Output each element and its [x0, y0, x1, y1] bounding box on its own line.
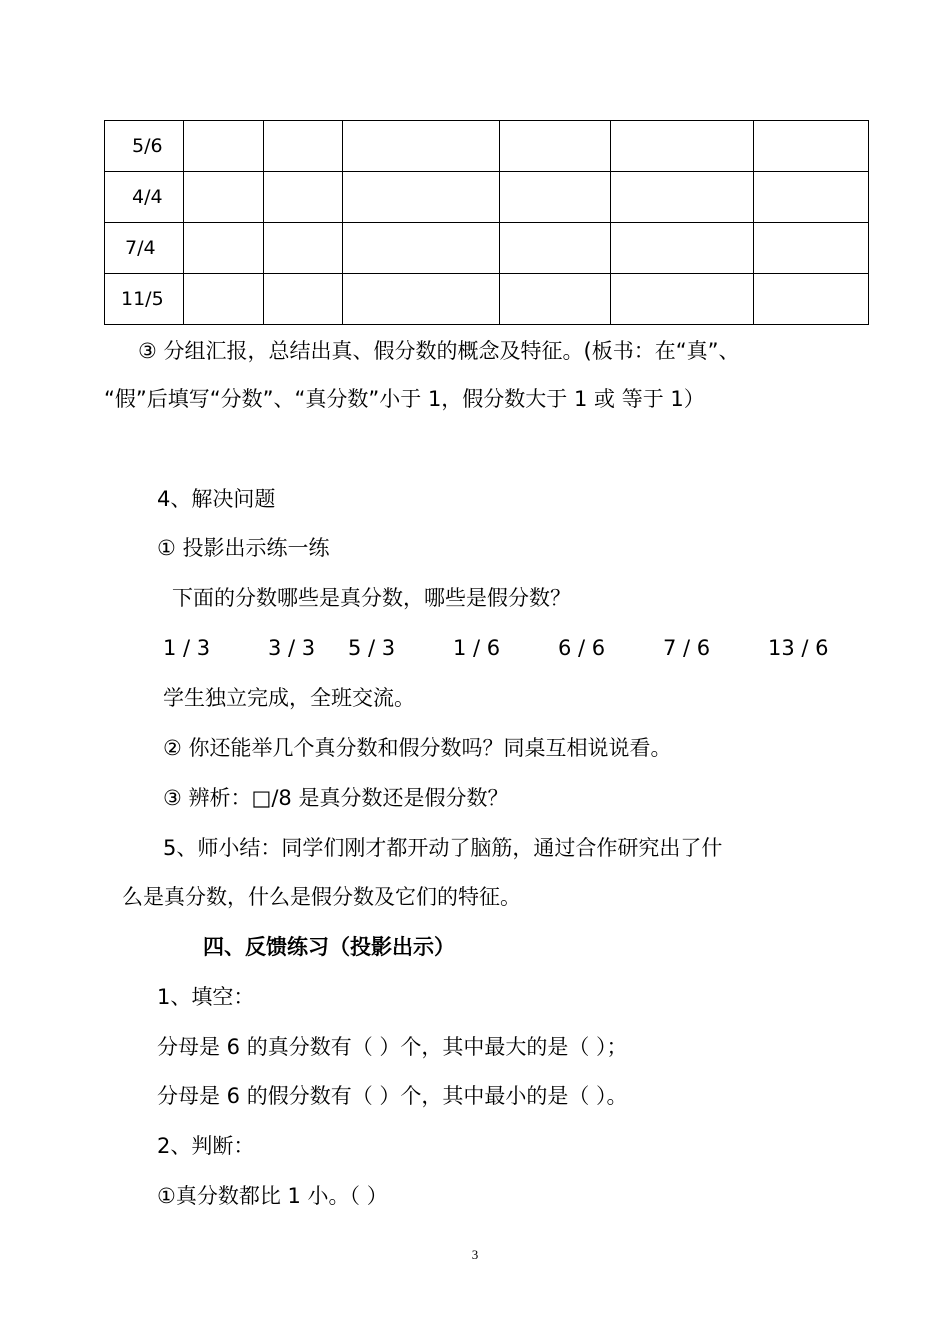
section-5-line2: 么是真分数，什么是假分数及它们的特征。 — [122, 885, 521, 909]
section-5-line1: 5、师小结：同学们刚才都开动了脑筋，通过合作研究出了什 — [163, 836, 723, 860]
fraction-item: 13 / 6 — [768, 636, 829, 660]
page-number: 3 — [471, 1247, 479, 1262]
question-2-title: 2、判断： — [157, 1134, 255, 1158]
table-cell — [754, 172, 869, 223]
table-cell — [500, 223, 611, 274]
table-cell — [611, 172, 754, 223]
question-2-a: ①真分数都比 1 小。（ ） — [157, 1184, 388, 1208]
fraction-table — [104, 120, 869, 325]
table-cell — [342, 172, 499, 223]
row-label: 5/6 — [105, 121, 184, 172]
fraction-item: 7 / 6 — [663, 636, 711, 660]
table-row — [105, 172, 869, 223]
section-4-item-1: ① 投影出示练一练 — [157, 536, 330, 560]
fraction-list — [0, 634, 950, 662]
table-cell — [611, 121, 754, 172]
question-1-title: 1、填空： — [157, 985, 255, 1009]
table-cell — [611, 274, 754, 325]
section-heading-4: 四、反馈练习（投影出示） — [203, 935, 455, 959]
table-row — [105, 223, 869, 274]
table-row — [105, 274, 869, 325]
row-label: 7/4 — [105, 223, 184, 274]
table-cell — [263, 223, 342, 274]
fraction-item: 5 / 3 — [348, 636, 396, 660]
table-cell — [263, 121, 342, 172]
section-4-item-2: ② 你还能举几个真分数和假分数吗？同桌互相说说看。 — [163, 736, 672, 760]
table-cell — [754, 274, 869, 325]
table-cell — [500, 172, 611, 223]
paragraph-summary-line1: ③ 分组汇报，总结出真、假分数的概念及特征。(板书：在“真”、 — [138, 339, 740, 363]
table-cell — [184, 274, 263, 325]
table-cell — [342, 121, 499, 172]
fraction-item: 1 / 3 — [163, 636, 211, 660]
fraction-item: 6 / 6 — [558, 636, 606, 660]
table-cell — [263, 172, 342, 223]
table-cell — [184, 172, 263, 223]
fraction-item: 3 / 3 — [268, 636, 316, 660]
fraction-item: 1 / 6 — [453, 636, 501, 660]
table-row — [105, 121, 869, 172]
table-cell — [184, 223, 263, 274]
table-cell — [342, 223, 499, 274]
table-cell — [611, 223, 754, 274]
table-cell — [184, 121, 263, 172]
section-4-question: 下面的分数哪些是真分数，哪些是假分数？ — [172, 586, 571, 610]
table-cell — [342, 274, 499, 325]
section-4-note: 学生独立完成，全班交流。 — [163, 686, 415, 710]
table-cell — [500, 274, 611, 325]
question-1-b: 分母是 6 的假分数有（ ）个，其中最小的是（ ）。 — [157, 1084, 628, 1108]
table-cell — [263, 274, 342, 325]
table-cell — [754, 121, 869, 172]
table-cell — [754, 223, 869, 274]
question-1-a: 分母是 6 的真分数有（ ）个，其中最大的是（ ）； — [157, 1035, 628, 1059]
row-label: 4/4 — [105, 172, 184, 223]
row-label: 11/5 — [105, 274, 184, 325]
paragraph-summary-line2: “假”后填写“分数”、“真分数”小于 1，假分数大于 1 或 等于 1） — [104, 387, 705, 411]
table-cell — [500, 121, 611, 172]
section-4-item-3: ③ 辨析：□/8 是真分数还是假分数？ — [163, 786, 509, 810]
section-4-title: 4、解决问题 — [157, 487, 276, 511]
